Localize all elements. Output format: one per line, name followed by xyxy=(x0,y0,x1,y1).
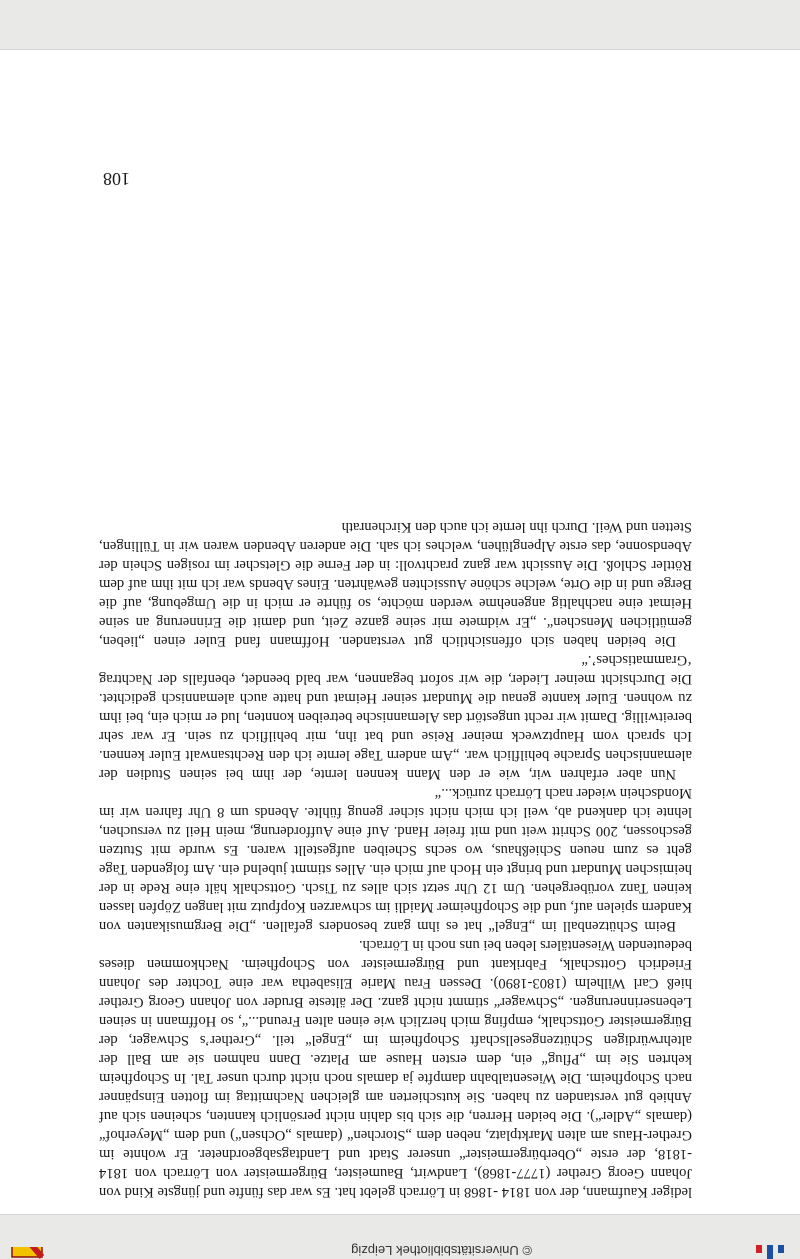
footer-band xyxy=(0,1214,800,1259)
paragraph: Die beiden haben sich offensichtlich gut verstanden. Hoffmann fand Euler einen „lieben, gemütlichen Menschen“. „Er widmete mir seine ganze Zeit, und damit die Erinnerung an seine Heimat eine nachhaltig angenehme werden möchte, so führte er mich in die Umgebung, auf die Berge und in die Orte, welche schöne Aussichten gewährten. Eines Abends war ich mit ihm auf dem Röttler Schloß. Die Aussicht war ganz prachtvoll: in der Ferne die Gletscher im rosigen Schein der Abendsonne, das erste Alpenglühen, welches ich sah. Die anderen Abenden waren wir in Tüllingen, Stetten und Weil. Durch ihn lernte ich auch den Kirchenrath xyxy=(99,519,692,649)
paragraph: lediger Kaufmann, der von 1814 -1868 in Lörrach gelebt hat. Es war das fünfte und jüngste Kind von Johann Georg Grether (1777-1868), Landwirt, Baumeister, Bürgermeister von Lörrach von 1814 -1818, der erste „Oberbürgermeister“ unserer Stadt und Landtagsabgeordneter. Er wohnte im Grether-Haus am alten Marktplatz, neben dem „Storchen“ (damals „Ochsen“) und dem „Meyerhof“ (damals „Adler“). Die beiden Herren, die sich bis dahin nicht persönlich kannten, scheinen sich auf Anhieb gut verstanden zu haben. Sie kutschierten am gleichen Nachmittag im flotten Einspänner nach Schopfheim. Die Wiesentalbahn dampfte ja damals noch nicht durch unser Tal. In Schopfheim kehrten Sie im „Pflug“ ein, dem ersten Hause am Platze. Dann nahmen sie am Ball der altehrwürdigen Schützengesellschaft Schopfheim im „Engel“ teil. „Grether’s Schwager, der Bürgermeister Gottschalk, empfing mich herzlich wie einen alten Freund...“, so Hoffmann in seinen Lebenserinnerungen. „Schwager“ stimmt nicht ganz. Der älteste Bruder von Johann Georg Grether hieß Carl Wilhelm (1803-1890). Dessen Frau Marie Elisabetha war eine Tochter des Johann Friedrich Gottschalk, Fabrikant und Bürgermeister von Schopfheim. Nachkommen dieses bedeutenden Wiesentälers leben bei uns noch in Lörrach. xyxy=(99,937,692,1200)
paragraph: Nun aber erfahren wir, wie er den Mann kennen lernte, der ihm bei seinen Studien der alemannischen Sprache behilflich war. „Am andern Tage lernte ich den Rechtsanwalt Euler kennen. Ich sprach vom Hauptzweck meiner Reise und bat ihn, mir behilflich zu sein. Er war sehr bereitwillig. Damit wir recht ungestört das Alemannische betreiben konnten, lud er mich ein, bei ihm zu wohnen. Euler kannte genau die Mundart seiner Heimat und hatte auch alemannisch gedichtet. Die Durchsicht meiner Lieder, die wir sofort begannen, war bald beendet, ebenfalls der Nachtrag ‘Grammatisches’.“ xyxy=(99,652,692,782)
header-band xyxy=(0,0,800,50)
body-text xyxy=(99,517,692,1201)
footer-copyright: © Universitätsbibliothek Leipzig xyxy=(351,1243,532,1258)
paragraph: Beim Schützenball im „Engel“ hat es ihm ganz besonders gefallen. „Die Bergmusikanten von Kandern spielen auf, und die Schopfheimer Maidli im schwarzen Kopfputz mit langen Zöpfen lassen keinen Tanz vorübergehen. Um 12 Uhr setzt sich alles zu Tisch. Gottschalk hält eine Rede in der heimischen Mundart und bringt ein Hoch auf mich ein. Alles stimmt jubelnd ein. Am folgenden Tage geht es zum neuen Schießhaus, wo sechs Scheiben aufgestellt waren. Es wurde mit Stutzen geschossen, 200 Schritt weit und mit freier Hand. Auf eine Aufforderung, mein Heil zu versuchen, lehnte ich dankend ab, weil ich mich nicht sicher genug fühlte. Abends um 8 Uhr fahren wir im Mondschein wieder nach Lörrach zurück...“ xyxy=(99,785,692,934)
university-logo-icon xyxy=(752,1245,788,1259)
society-crest-icon xyxy=(10,1247,44,1259)
page-number: 108 xyxy=(103,169,130,189)
